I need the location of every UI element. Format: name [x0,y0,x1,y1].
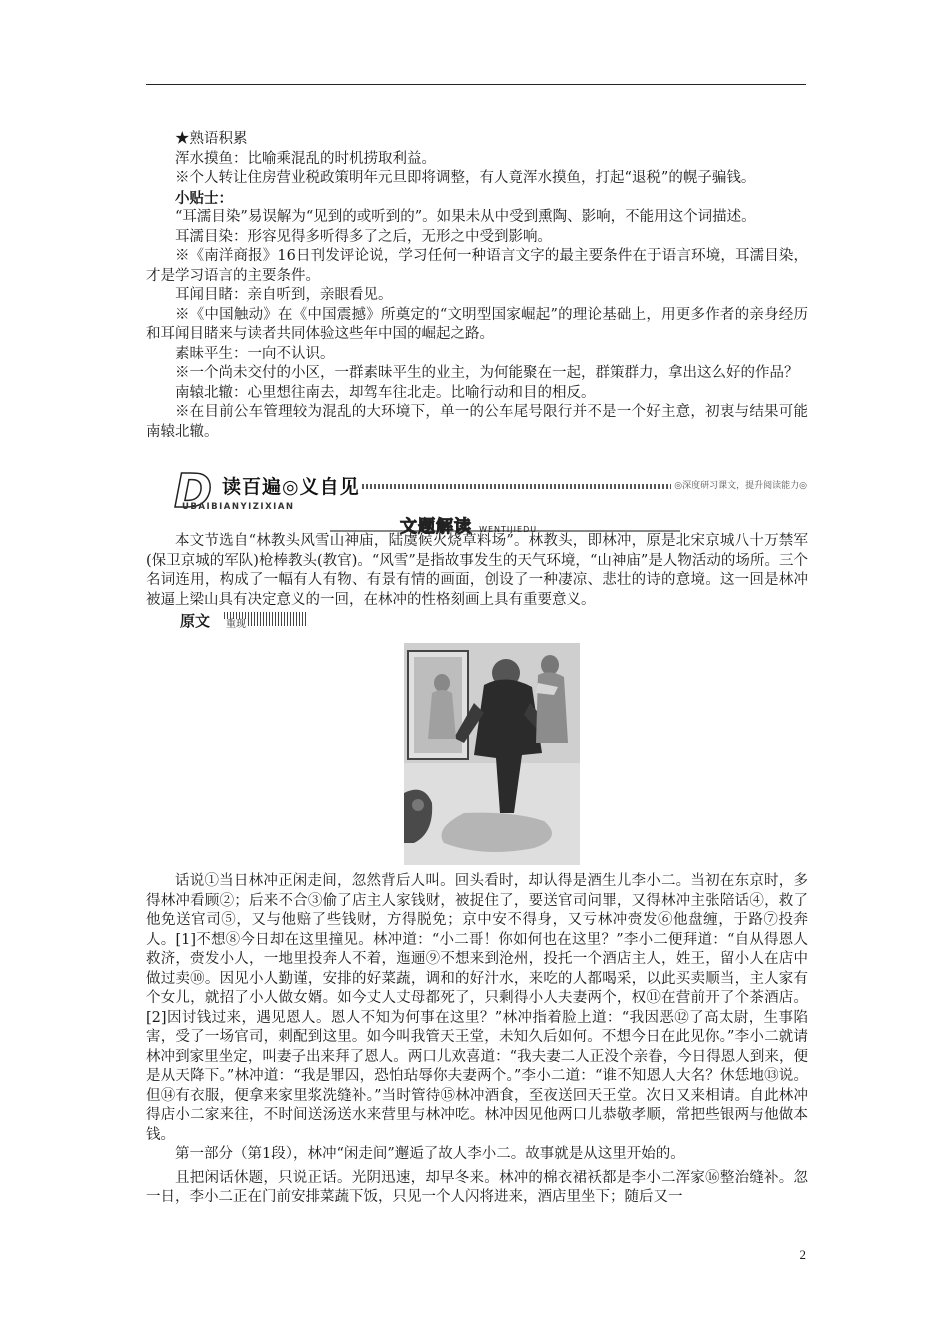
banner-pinyin: UBAIBIANYIZIXIAN [182,502,295,512]
vocab-paragraph: ※《南洋商报》16日刊发评论说，学习任何一种语言文字的最主要条件在于语言环境，耳濡目染，才是学习语言的主要条件。 [146,248,808,284]
intro-paragraph: 本文节选自“林教头风雪山神庙，陆虞候火烧草料场”。林教头，即林冲，原是北宋京城八十万禁军(保卫京城的军队)枪棒教头(教官)。“风雪”是指故事发生的天气环境，“山神庙”是人物活动的场所。三个名词连用，构成了一幅有人有物、有景有情的画面，创设了一种凄凉、悲壮的诗的意境。这一回是林冲被逼上梁山具有决定意义的一回，在林冲的性格刻画上具有重要意义。 [146,533,808,608]
vocab-paragraph: 耳濡目染：形容见得多听得多了之后，无形之中受到影响。 [175,228,552,245]
header-rule [146,84,806,85]
subsection-title: 文题解读 [400,517,472,537]
vocab-heading: ★熟语积累 [175,131,248,147]
vocab-paragraph: “耳濡目染”易误解为“见到的或听到的”。如果未从中受到熏陶、影响，不能用这个词描述。 [175,209,756,225]
story-illustration [404,643,580,865]
vocab-paragraph: ※在目前公车管理较为混乱的大环境下，单一的公车尾号限行并不是一个好主意，初衷与结果可能南辕北辙。 [146,404,808,440]
vocab-paragraph: 南辕北辙：心里想往南去，却驾车往北走。比喻行动和目的相反。 [175,384,596,401]
vocab-paragraph: 耳闻目睹：亲自听到，亲眼看见。 [175,287,393,303]
yuanwen-tag: 重现 [226,619,246,630]
banner-letter: D [174,464,213,518]
story-paragraph: 且把闲话休题，只说正话。光阴迅速，却早冬来。林冲的棉衣裙袄都是李小二浑家⑯整治缝补。忽一日，李小二正在门前安排菜蔬下饭，只见一个人闪将进来，酒店里坐下；随后又一 [146,1169,808,1205]
intro-section [146,532,808,610]
banner-title: 读百遍◎义自见 [222,476,360,498]
section-banner [172,464,810,518]
yuanwen-heading [180,610,310,630]
story-paragraph: 话说①当日林冲正闲走间，忽然背后人叫。回头看时，却认得是酒生儿李小二。当初在东京时，多得林冲看顾②；后来不合③偷了店主人家钱财，被捉住了，要送官司问罪，又得林冲主张陪话④，救了他免送官司⑤，又与他赔了些钱财，方得脱免；京中安不得身，又亏林冲赍发⑥他盘缠，于路⑦投奔人。[1]不想⑧今日却在这里撞见。林冲道：“小二哥！你如何也在这里？”李小二便拜道：“自从得恩人救济，赍发小人，一地里投奔人不着，迤逦⑨不想来到沧州，投托一个酒店主人，姓王，留小人在店中做过卖⑩。因见小人勤谨，安排的好菜蔬，调和的好汁水，来吃的人都喝采，以此买卖顺当，主人家有个女儿，就招了小人做女婿。如今丈人丈母都死了，只剩得小人夫妻两个，权⑪在营前开了个茶酒店。[2]因讨钱过来，遇见恩人。恩人不知为何事在这里？”林冲指着脸上道：“我因恶⑫了高太尉，生事陷害，受了一场官司，刺配到这里。如今叫我管天王堂，未知久后如何。不想今日在此见你。”李小二就请林冲到家里坐定，叫妻子出来拜了恩人。两口儿欢喜道：“我夫妻二人正没个亲眷，今日得恩人到来，便是从天降下。”林冲道：“我是罪囚，恐怕玷辱你夫妻两个。”李小二道：“谁不知恩人大名？休恁地⑬说。但⑭有衣服，便拿来家里浆洗缝补。”当时管待⑮林冲酒食，至夜送回天王堂。次日又来相请。自此林冲得店小二家来往，不时间送汤送水来营里与林冲吃。林冲因见他两口儿恭敬孝顺，常把些银两与他做本钱。 [146,873,808,1143]
vocab-paragraph: 素昧平生：一向不认识。 [175,345,335,362]
illustration-image [404,643,580,865]
story-paragraph: 第一部分（第1段），林冲“闲走间”邂逅了故人李小二。故事就是从这里开始的。 [175,1146,685,1162]
vocab-paragraph: 浑水摸鱼：比喻乘混乱的时机捞取利益。 [175,150,436,167]
tips-label: 小贴士： [175,189,233,207]
vocab-paragraph: ※个人转让住房营业税政策明年元旦即将调整，有人竟浑水摸鱼，打起“退税”的幌子骗钱。 [175,170,756,186]
yuanwen-box [224,612,308,630]
banner-tagline: ◎深度研习课文，提升阅读能力◎ [671,478,810,491]
vocab-section [146,130,808,442]
vocab-paragraph: ※一个尚未交付的小区，一群素昧平生的业主，为何能聚在一起，群策群力，拿出这么好的作品？ [175,365,799,381]
subsection-pinyin: WENTIJIEDU [479,525,538,534]
vocab-paragraph: ※《中国触动》在《中国震撼》所奠定的“文明型国家崛起”的理论基础上，用更多作者的亲身经历和耳闻目睹来与读者共同体验这些年中国的崛起之路。 [146,306,808,342]
yuanwen-label: 原文 [180,612,211,630]
page-number: 2 [799,1247,806,1262]
story-text [146,872,808,1208]
